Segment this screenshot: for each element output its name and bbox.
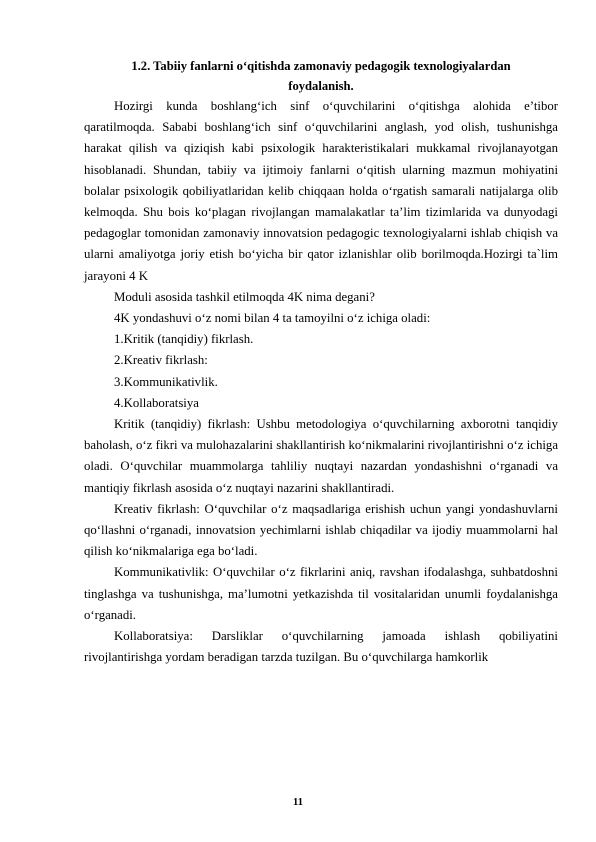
critical-thinking-paragraph: Kritik (tanqidiy) fikrlash: Ushbu metodologiya o‘quvchilarning axborotni tanqidiy baholash, o‘z fikri va mulohazalarini shakllantirish ko‘nikmalarini rivojlantirishni o‘z ichiga oladi. O‘quvchilar muammolarga tahliliy nuqtayi nazardan yondashishni o‘rganadi va mantiqiy fikrlash asosida o‘z nuqtayi nazarini shakllantiradi. bbox=[84, 417, 558, 495]
section-heading-line-1: 1.2. Tabiiy fanlarni o‘qitishda zamonaviy pedagogik texnologiyalardan bbox=[131, 59, 511, 73]
creative-thinking-paragraph: Kreativ fikrlash: O‘quvchilar o‘z maqsadlariga erishish uchun yangi yondashuvlarni qo‘llashni o‘rganadi, innovatsion yechimlarni ishlab chiqadilar va ijodiy muammolarni hal qilish ko‘nikmalariga ega bo‘ladi. bbox=[84, 501, 558, 559]
list-item: 1.Kritik (tanqidiy) fikrlash. bbox=[114, 332, 254, 347]
approach-paragraph: 4K yondashuvi o‘z nomi bilan 4 ta tamoyilni o‘z ichiga oladi: bbox=[114, 311, 431, 326]
collaboration-paragraph: Kollaboratsiya: Darsliklar o‘quvchilarning jamoada ishlash qobiliyatini rivojlantirishga yordam beradigan tarzda tuzilgan. Bu o‘quvchilarga hamkorlik bbox=[84, 629, 558, 665]
intro-continuation: Moduli asosida tashkil etilmoqda 4K nima degani? bbox=[114, 289, 375, 304]
list-item: 4.Kollaboratsiya bbox=[114, 395, 199, 410]
page-number: 11 bbox=[293, 797, 303, 808]
list-item: 2.Kreativ fikrlash: bbox=[114, 353, 208, 368]
list-item: 3.Kommunikativlik. bbox=[114, 374, 218, 389]
section-heading-line-2: foydalanish. bbox=[288, 79, 354, 93]
communication-paragraph: Kommunikativlik: O‘quvchilar o‘z fikrlarini aniq, ravshan ifodalashga, suhbatdoshni tinglashga va tushunishga, ma’lumotni yetkazishda til vositalaridan unumli foydalanishga o‘rganadi. bbox=[84, 565, 558, 622]
document-page bbox=[84, 56, 558, 668]
intro-paragraph: Hozirgi kunda boshlang‘ich sinf o‘quvchilarini o‘qitishga alohida e’tibor qaratilmoqda. Sababi boshlang‘ich sinf o‘quvchilarini anglash, yod olish, tushunishga harakat qilish va qiziqish kabi psixologik harakteristikalari mukkamal rivojlanayotgan hisoblanadi. Shundan, tabiiy va ijtimoiy fanlarni o‘qitish ularning mazmun mohiyatini bolalar psixologik qobiliyatlaridan kelib chiqqaan holda o‘rgatish samarali natijalarga olib kelmoqda. Shu bois ko‘plagan rivojlangan mamalakatlar ta’lim tizimlarida va dunyodagi pedagoglar tomonidan zamonaviy innovatsion pedagogic texnologiyalarni ishlab chiqish va ularni amaliyotga joriy etish bo‘yicha bir qator izlanishlar olib borilmoqda.Hozirgi ta`lim jarayoni 4 K bbox=[84, 99, 558, 283]
